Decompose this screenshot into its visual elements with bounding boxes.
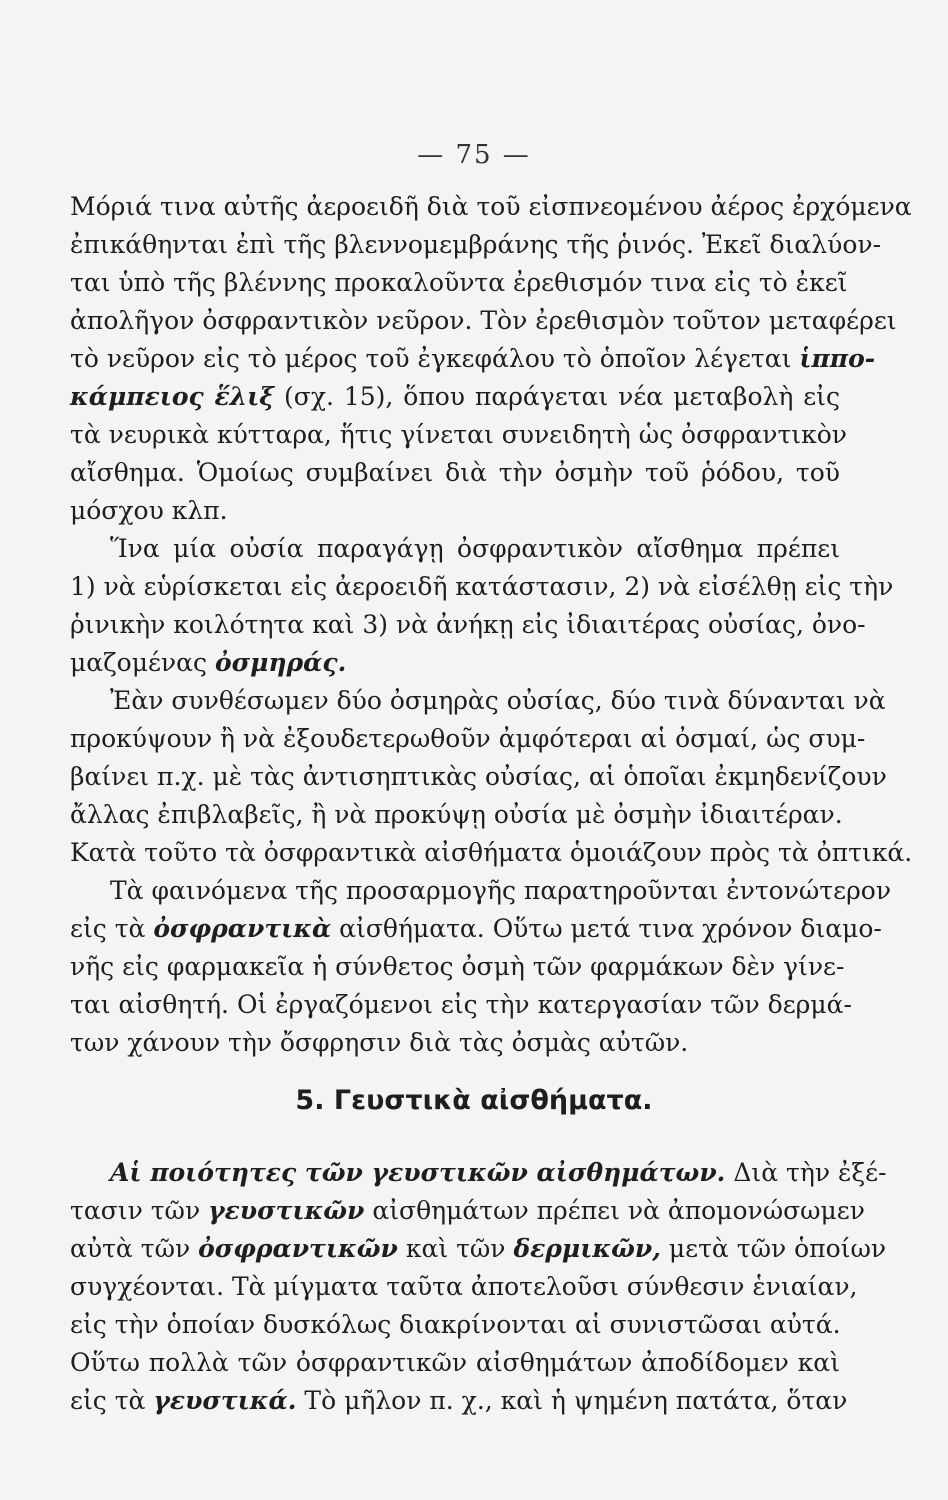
subsection-lead: Αἱ ποιότητες τῶν γευστικῶν αἰσθημάτων. <box>110 1158 726 1187</box>
text-line <box>70 1230 887 1268</box>
text-line: ἐπικάθηνται ἐπὶ τῆς βλεννομεμβράνης τῆς ῥινός. Ἐκεῖ διαλύον- <box>70 230 882 259</box>
text-line: ται αἰσθητή. Οἱ ἐργαζόμενοι εἰς τὴν κατεργασίαν τῶν δερμά- <box>70 990 852 1019</box>
term-geustikon: γευστικῶν <box>208 1196 365 1225</box>
text-line: Κατὰ τοῦτο τὰ ὀσφραντικὰ αἰσθήματα ὁμοιάζουν πρὸς τὰ ὀπτικά. <box>70 838 913 867</box>
text-line: συγχέονται. Τὰ μίγματα ταῦτα ἀποτελοῦσι σύνθεσιν ἑνιαίαν, <box>70 1272 858 1301</box>
text-fragment: μετὰ τῶν ὁποίων <box>668 1234 887 1263</box>
text-line: αἴσθημα. Ὁμοίως συμβαίνει διὰ τὴν ὀσμὴν τοῦ ῥόδου, τοῦ <box>70 458 840 487</box>
text-fragment: εἰς τὰ <box>70 914 146 943</box>
text-line <box>70 340 876 378</box>
text-line <box>70 1382 848 1420</box>
text-line: ῥινικὴν κοιλότητα καὶ 3) νὰ ἀνήκῃ εἰς ἰδιαιτέρας οὐσίας, ὀνο- <box>70 610 866 639</box>
text-line: ἄλλας ἐπιβλαβεῖς, ἢ νὰ προκύψῃ οὐσία μὲ ὀσμὴν ἰδιαιτέραν. <box>70 800 843 829</box>
text-fragment: Διὰ τὴν ἐξέ- <box>733 1158 887 1187</box>
term-hippocampus: ἱππο- <box>799 344 876 373</box>
text-fragment: εἰς τὰ <box>70 1386 146 1415</box>
text-line: Οὕτω πολλὰ τῶν ὀσφραντικῶν αἰσθημάτων ἀποδίδομεν καὶ <box>70 1348 840 1377</box>
text-fragment: αἰσθημάτων πρέπει νὰ ἀπομονώσωμεν <box>372 1196 865 1225</box>
text-line: Ἵνα μία οὐσία παραγάγῃ ὀσφραντικὸν αἴσθημα πρέπει <box>110 534 840 563</box>
section-heading: 5. Γευστικὰ αἰσθήματα. <box>295 1085 653 1116</box>
text-fragment: μαζομένας <box>70 648 208 677</box>
text-fragment: Τὸ μῆλον π. χ., καὶ ἡ ψημένη πατάτα, ὅταν <box>304 1386 848 1415</box>
text-line <box>70 644 840 682</box>
term-dermikon: δερμικῶν, <box>513 1234 661 1263</box>
text-line: Μόριά τινα αὐτῆς ἀεροειδῆ διὰ τοῦ εἰσπνεομένου ἀέρος ἐρχόμενα <box>70 192 912 221</box>
text-line: βαίνει π.χ. μὲ τὰς ἀντισηπτικὰς οὐσίας, αἱ ὁποῖαι ἐκμηδενίζουν <box>70 762 887 791</box>
text-line: προκύψουν ἢ νὰ ἐξουδετερωθοῦν ἀμφότεραι αἱ ὀσμαί, ὡς συμ- <box>70 724 866 753</box>
text-line: 1) νὰ εὑρίσκεται εἰς ἀεροειδῆ κατάστασιν, 2) νὰ εἰσέλθῃ εἰς τὴν <box>70 572 894 601</box>
text-fragment: καὶ τῶν <box>405 1234 506 1263</box>
text-fragment: τὸ νεῦρον εἰς τὸ μέρος τοῦ ἐγκεφάλου τὸ ὁποῖον λέγεται <box>70 344 792 373</box>
text-fragment: (σχ. 15), ὅπου παράγεται νέα μεταβολὴ εἰς <box>284 382 840 411</box>
term-osfrantika: ὀσφραντικὰ <box>153 914 332 943</box>
term-geustika: γευστικά. <box>153 1386 297 1415</box>
text-line <box>70 1192 865 1230</box>
term-hippocampus: κάμπειος ἕλιξ <box>70 382 275 411</box>
text-line: νῆς εἰς φαρμακεῖα ἡ σύνθετος ὀσμὴ τῶν φαρμάκων δὲν γίνε- <box>70 952 845 981</box>
text-line: τὰ νευρικὰ κύτταρα, ἥτις γίνεται συνειδητὴ ὡς ὀσφραντικὸν <box>70 420 847 449</box>
term-osfrantikon: ὀσφραντικῶν <box>198 1234 398 1263</box>
text-fragment: τασιν τῶν <box>70 1196 201 1225</box>
text-line: εἰς τὴν ὁποίαν δυσκόλως διακρίνονται αἱ συνιστῶσαι αὐτά. <box>70 1310 841 1339</box>
text-line: Τὰ φαινόμενα τῆς προσαρμογῆς παρατηροῦνται ἐντονώτερον <box>110 876 892 905</box>
text-fragment: αἰσθήματα. Οὕτω μετά τινα χρόνον διαμο- <box>339 914 882 943</box>
text-line: ἀπολῆγον ὀσφραντικὸν νεῦρον. Τὸν ἐρεθισμὸν τοῦτον μεταφέρει <box>70 306 897 335</box>
text-line: μόσχου κλπ. <box>70 496 228 525</box>
text-line <box>110 1154 887 1192</box>
text-line: των χάνουν τὴν ὄσφρησιν διὰ τὰς ὀσμὰς αὐτῶν. <box>70 1028 689 1057</box>
text-fragment: αὐτὰ τῶν <box>70 1234 191 1263</box>
text-line: Ἐὰν συνθέσωμεν δύο ὀσμηρὰς οὐσίας, δύο τινὰ δύνανται νὰ <box>110 686 886 715</box>
term-osmiras: ὀσμηράς. <box>214 648 347 677</box>
page-number: — 75 — <box>417 140 531 170</box>
text-line <box>70 378 840 416</box>
text-line <box>70 910 882 948</box>
text-line: ται ὑπὸ τῆς βλέννης προκαλοῦντα ἐρεθισμόν τινα εἰς τὸ ἐκεῖ <box>70 268 848 297</box>
